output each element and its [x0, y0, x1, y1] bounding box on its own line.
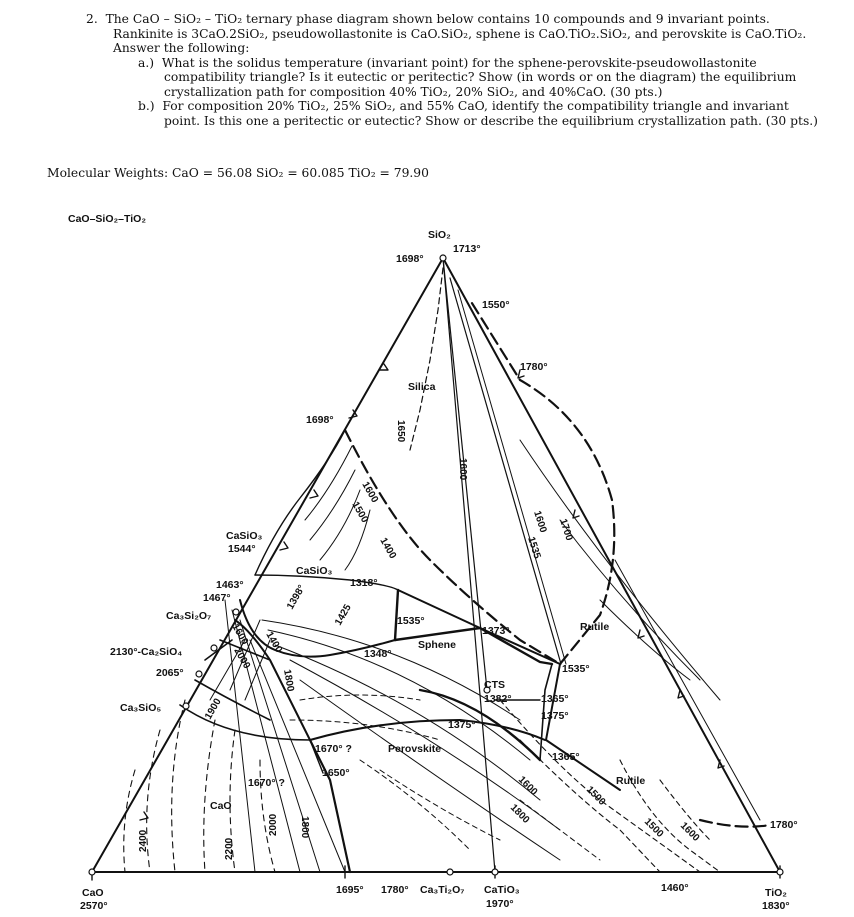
point-ca2sio4	[196, 671, 202, 677]
field-sphene: Sphene	[418, 639, 456, 651]
label-casio3: CaSiO₃	[226, 530, 263, 542]
iso-1600-center: 1600	[457, 458, 468, 481]
field-casio3: CaSiO₃	[296, 565, 333, 577]
iso-2400: 2400	[138, 829, 149, 852]
iso-1600-left: 1600	[359, 480, 381, 505]
point-ca3sio5	[183, 703, 189, 709]
invariant-1535-left: 1535°	[397, 615, 425, 627]
iso-1398: 1398°	[285, 583, 308, 612]
label-ca3sio5: Ca₃SiO₅	[120, 702, 162, 714]
vertex-sio2-name: SiO₂	[428, 229, 451, 241]
invariant-1373: 1373°	[482, 625, 510, 637]
invariant-1382: 1382°	[484, 693, 512, 705]
point-ca3si2o7	[211, 645, 217, 651]
part-a-line-1: a.) What is the solidus temperature (invariant point) for the sphene-perovskite-pseudowollastonite	[138, 55, 757, 70]
iso-2000-b: 2000	[268, 813, 279, 836]
invariant-1365-a: 1365°	[541, 693, 569, 705]
molecular-weights: Molecular Weights: CaO = 56.08 SiO₂ = 60.085 TiO₂ = 79.90	[47, 166, 429, 180]
label-1780-right: 1780°	[770, 819, 798, 831]
iso-2000-a: 2000	[231, 646, 253, 671]
point-tio2	[777, 869, 783, 875]
label-1780-edge: 1780°	[520, 361, 548, 373]
label-1695: 1695°	[336, 884, 364, 896]
question-intro-line-1: 2. The CaO – SiO₂ – TiO₂ ternary phase diagram shown below contains 10 compounds and 9 invariant points.	[86, 12, 770, 26]
label-1460: 1460°	[661, 882, 689, 894]
iso-1650: 1650	[395, 420, 406, 443]
join-sio2-catio3	[443, 258, 495, 872]
vertex-cao-temp: 2570°	[80, 900, 108, 912]
iso-1425: 1425	[333, 602, 354, 628]
label-1467: 1467°	[203, 592, 231, 604]
vertex-sio2-side-temp: 1698°	[396, 253, 424, 265]
label-1550: 1550°	[482, 299, 510, 311]
iso-1800-br: 1800	[507, 802, 532, 826]
vertex-cao-name: CaO	[82, 887, 104, 899]
question-intro-line-2: Rankinite is 3CaO.2SiO₂, pseudowollastonite is CaO.SiO₂, sphene is CaO.TiO₂.SiO₂, and perovskite is CaO.TiO₂.	[113, 26, 807, 41]
part-a-label: a.)	[138, 55, 155, 70]
iso-1800-a: 1800	[281, 668, 296, 693]
invariant-1650: 1650°	[322, 767, 350, 779]
field-cao: CaO	[210, 800, 232, 812]
iso-1400-low: 1400	[263, 630, 285, 655]
label-1463: 1463°	[216, 579, 244, 591]
iso-1600-br2: 1600	[677, 820, 702, 844]
invariant-1318: 1318°	[350, 577, 378, 589]
part-b-label: b.)	[138, 99, 155, 113]
iso-1500-br: 1500	[583, 784, 608, 808]
label-1780-bottom: 1780°	[381, 884, 409, 896]
vertex-sio2-temp: 1713°	[453, 243, 481, 255]
invariant-1670q2: 1670° ?	[248, 777, 285, 789]
invariant-1365-b: 1365°	[552, 751, 580, 763]
isotherm-1650	[410, 268, 443, 450]
iso-1600-low: 1600	[229, 622, 251, 647]
label-catio3-temp: 1970°	[486, 898, 514, 910]
iso-1535-right: 1535	[525, 535, 543, 561]
iso-1600-right: 1600	[531, 509, 549, 535]
part-a-line-3: crystallization path for composition 40% TiO₂, 20% SiO₂, and 40%CaO. (30 pts.)	[164, 84, 663, 99]
label-ca2sio4: 2130°-Ca₂SiO₄	[110, 646, 183, 658]
iso-1500-br2: 1500	[641, 816, 666, 840]
point-cao	[89, 869, 95, 875]
iso-1400-left: 1400	[377, 536, 399, 561]
label-ca3si2o7: Ca₃Si₂O₇	[166, 610, 212, 622]
iso-1700-right: 1700	[557, 517, 575, 543]
field-silica: Silica	[408, 381, 436, 393]
field-perovskite: Perovskite	[388, 743, 442, 755]
system-title: CaO–SiO₂–TiO₂	[68, 213, 146, 225]
invariant-1375-a: 1375°	[541, 710, 569, 722]
iso-1900: 1900	[203, 696, 224, 722]
field-rutile-upper: Rutile	[580, 621, 610, 633]
field-rutile-lower: Rutile	[616, 775, 646, 787]
label-ca3ti2o7: Ca₃Ti₂O₇	[420, 884, 465, 896]
invariant-1348: 1348°	[364, 648, 392, 660]
question-number: 2.	[86, 12, 98, 26]
question-intro-line-3: Answer the following:	[113, 41, 250, 55]
point-catio3	[492, 869, 498, 875]
point-casio3	[233, 609, 239, 615]
point-ca3ti2o7	[447, 869, 453, 875]
invariant-1698: 1698°	[306, 414, 334, 426]
invariant-1670q: 1670° ?	[315, 743, 352, 755]
invariant-1535-right: 1535°	[562, 663, 590, 675]
iso-1600-br: 1600	[515, 774, 540, 798]
invariant-1375-b: 1375°	[448, 719, 476, 731]
label-catio3: CaTiO₃	[484, 884, 520, 896]
iso-1500-left: 1500	[349, 500, 371, 525]
label-2065: 2065°	[156, 667, 184, 679]
point-sio2	[440, 255, 446, 261]
iso-1800-b: 1800	[299, 816, 310, 839]
label-casio3-temp: 1544°	[228, 543, 256, 555]
vertex-tio2-name: TiO₂	[765, 887, 787, 899]
part-b-line-1: b.) For composition 20% TiO₂, 25% SiO₂, and 55% CaO, identify the compatibility triangle and invariant	[138, 99, 789, 113]
field-cts: CTS	[484, 679, 505, 691]
vertex-tio2-temp: 1830°	[762, 900, 790, 912]
part-a-line-2: compatibility triangle? Is it eutectic or peritectic? Show (in words or on the diagram) the equilibrium	[164, 70, 797, 84]
part-b-line-2: point. Is this one a peritectic or eutectic? Show or describe the equilibrium crystallization path. (30 pts.)	[164, 113, 818, 128]
iso-2200: 2200	[224, 837, 235, 860]
